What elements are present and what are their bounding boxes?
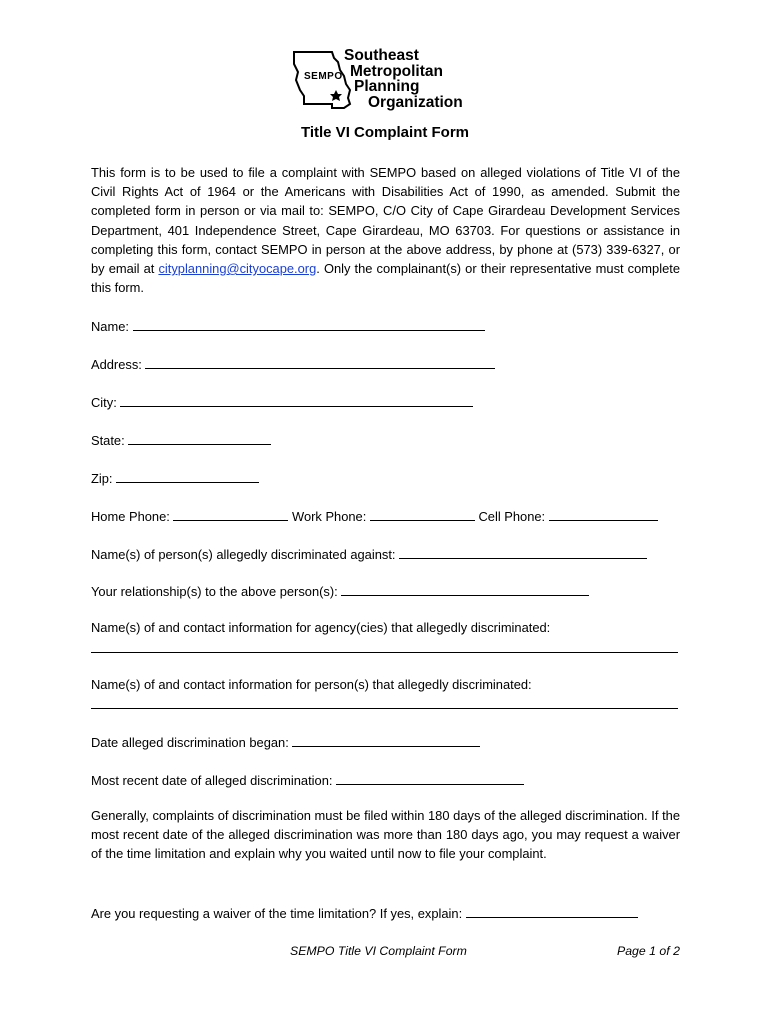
work-phone-input-line[interactable]	[370, 507, 475, 521]
person-info-input-line[interactable]	[91, 708, 678, 709]
date-began-label: Date alleged discrimination began:	[91, 735, 289, 750]
address-label: Address:	[91, 357, 142, 372]
person-info-field	[91, 677, 532, 693]
name-input-line[interactable]	[133, 317, 485, 331]
agency-info-input-line[interactable]	[91, 652, 678, 653]
state-input-line[interactable]	[128, 431, 271, 445]
name-label: Name:	[91, 319, 129, 334]
footer-page-number: Page 1 of 2	[617, 944, 680, 958]
name-field	[91, 317, 485, 335]
city-field	[91, 393, 473, 411]
date-began-input-line[interactable]	[292, 733, 480, 747]
waiver-question-label: Are you requesting a waiver of the time limitation? If yes, explain:	[91, 906, 463, 921]
persons-discriminated-field	[91, 545, 647, 563]
address-input-line[interactable]	[145, 355, 495, 369]
relationship-input-line[interactable]	[341, 582, 589, 596]
sempo-logo	[292, 46, 482, 116]
persons-discriminated-label: Name(s) of person(s) allegedly discriminated against:	[91, 547, 396, 562]
city-input-line[interactable]	[120, 393, 473, 407]
waiver-question-field	[91, 904, 638, 922]
zip-label: Zip:	[91, 471, 113, 486]
intro-paragraph	[91, 163, 680, 297]
person-info-label: Name(s) of and contact information for person(s) that allegedly discriminated:	[91, 677, 532, 692]
relationship-label: Your relationship(s) to the above person(s):	[91, 584, 338, 599]
logo-line: Southeast	[344, 47, 419, 64]
work-phone-label: Work Phone:	[292, 509, 367, 524]
cell-phone-label: Cell Phone:	[478, 509, 546, 524]
home-phone-input-line[interactable]	[173, 507, 288, 521]
home-phone-label: Home Phone:	[91, 509, 170, 524]
relationship-field	[91, 582, 589, 600]
agency-info-field	[91, 620, 550, 636]
agency-info-label: Name(s) of and contact information for agency(cies) that allegedly discriminated:	[91, 620, 551, 635]
address-field	[91, 355, 495, 373]
zip-field	[91, 469, 259, 487]
email-link[interactable]: cityplanning@cityocape.org	[158, 261, 317, 277]
zip-input-line[interactable]	[116, 469, 259, 483]
state-label: State:	[91, 433, 125, 448]
waiver-input-line[interactable]	[466, 904, 638, 918]
logo-badge: SEMPO	[304, 71, 343, 82]
intro-text: This form is to be used to file a complaint with SEMPO based on alleged violations of Title VI of the Civil Rights Act of 1964 or the Americans with Disabilities Act of 1990, as amended. Submit the completed form in person or via mail to: SEMPO, C/O City of Cape Girardeau Development Services Department, 401 Independence Street, Cape Girardeau, MO 63703. For questions or assistance in completing this form, contact SEMPO in person at the above address, by phone at (573) 339-6327, or by email at	[91, 165, 680, 277]
logo-wordmark	[344, 48, 463, 110]
date-began-field	[91, 733, 480, 751]
footer-form-name: SEMPO Title VI Complaint Form	[290, 944, 467, 958]
city-label: City:	[91, 395, 117, 410]
phone-fields	[91, 507, 658, 525]
page-title: Title VI Complaint Form	[300, 124, 470, 141]
intro-text-end: . Only the complainant(s) or their representative must complete this form.	[91, 261, 680, 296]
state-field	[91, 431, 271, 449]
persons-discriminated-input-line[interactable]	[399, 545, 647, 559]
logo-line: Planning	[354, 78, 420, 95]
logo-line: Organization	[368, 93, 463, 111]
cell-phone-input-line[interactable]	[549, 507, 658, 521]
waiver-paragraph: Generally, complaints of discrimination must be filed within 180 days of the alleged discrimination. If the most recent date of the alleged discrimination was more than 180 days ago, you may request a waiver of the time limitation and explain why you waited until now to file your complaint.	[91, 808, 680, 862]
recent-date-field	[91, 771, 524, 789]
recent-date-input-line[interactable]	[336, 771, 524, 785]
logo-line: Metropolitan	[350, 62, 443, 80]
recent-date-label: Most recent date of alleged discrimination:	[91, 773, 333, 788]
